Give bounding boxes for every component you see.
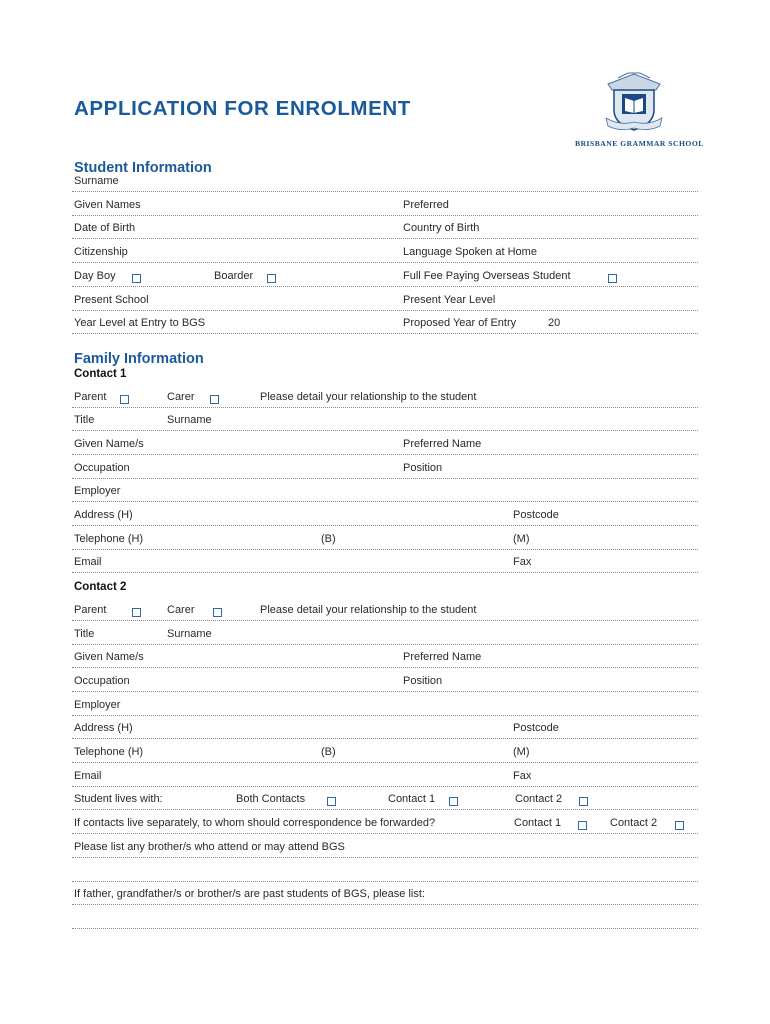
contact-1-title-row[interactable]: [72, 410, 698, 431]
fax-label: Fax: [513, 770, 532, 782]
past-students-label: If father, grandfather/s or brother/s are past students of BGS, please list:: [74, 888, 425, 900]
contact-2-carer-checkbox[interactable]: [213, 608, 222, 617]
relationship-label: Please detail your relationship to the student: [260, 391, 477, 403]
contact-1-relationship-row[interactable]: [72, 387, 698, 408]
correspondence-row: [72, 813, 698, 834]
carer-label: Carer: [167, 604, 195, 616]
past-students-row[interactable]: [72, 884, 698, 905]
contact-2-address-row[interactable]: [72, 718, 698, 739]
year-entry-row[interactable]: [72, 313, 698, 334]
relationship-label: Please detail your relationship to the student: [260, 604, 477, 616]
both-contacts-label: Both Contacts: [236, 793, 306, 805]
postcode-label: Postcode: [513, 509, 559, 521]
carer-label: Carer: [167, 391, 195, 403]
brothers-extra-line[interactable]: [72, 861, 698, 882]
employer-label: Employer: [74, 699, 121, 711]
contact-1-name-row[interactable]: [72, 434, 698, 455]
correspondence-label: If contacts live separately, to whom should correspondence be forwarded?: [74, 817, 436, 829]
address-label: Address (H): [74, 722, 133, 734]
contact-1-email-row[interactable]: [72, 552, 698, 573]
contact-2-title-row[interactable]: [72, 624, 698, 645]
lives-with-row: [72, 789, 698, 810]
brothers-row[interactable]: [72, 837, 698, 858]
preferred-name-label: Preferred Name: [403, 651, 482, 663]
school-crest-icon: [604, 70, 664, 134]
given-names-row[interactable]: [72, 195, 698, 216]
address-label: Address (H): [74, 509, 133, 521]
title-label: Title: [74, 628, 95, 640]
given-names-label: Given Name/s: [74, 438, 144, 450]
title-label: Title: [74, 414, 95, 426]
day-boy-checkbox[interactable]: [132, 274, 141, 283]
correspondence-contact-2-checkbox[interactable]: [675, 821, 684, 830]
preferred-label: Preferred: [403, 199, 449, 211]
employer-label: Employer: [74, 485, 121, 497]
contact-1-heading: Contact 1: [74, 368, 127, 380]
correspondence-contact-2-label: Contact 2: [610, 817, 658, 829]
proposed-year-prefix: 20: [548, 317, 561, 329]
contact-1-address-row[interactable]: [72, 505, 698, 526]
brothers-label: Please list any brother/s who attend or may attend BGS: [74, 841, 345, 853]
country-of-birth-label: Country of Birth: [403, 222, 480, 234]
past-students-extra-line[interactable]: [72, 908, 698, 929]
lives-with-contact-1-label: Contact 1: [388, 793, 436, 805]
boarding-row: [72, 266, 698, 287]
preferred-name-label: Preferred Name: [403, 438, 482, 450]
given-names-label: Given Names: [74, 199, 141, 211]
postcode-label: Postcode: [513, 722, 559, 734]
telephone-h-label: Telephone (H): [74, 746, 144, 758]
position-label: Position: [403, 462, 443, 474]
contact-1-parent-checkbox[interactable]: [120, 395, 129, 404]
parent-label: Parent: [74, 391, 107, 403]
student-info-heading: Student Information: [74, 160, 212, 176]
fax-label: Fax: [513, 556, 532, 568]
occupation-label: Occupation: [74, 675, 130, 687]
proposed-year-label: Proposed Year of Entry: [403, 317, 517, 329]
full-fee-checkbox[interactable]: [608, 274, 617, 283]
surname-label: Surname: [167, 628, 212, 640]
present-school-label: Present School: [74, 294, 149, 306]
present-school-row[interactable]: [72, 290, 698, 311]
contact-2-telephone-row[interactable]: [72, 742, 698, 763]
lives-with-contact-1-checkbox[interactable]: [449, 797, 458, 806]
dob-row[interactable]: [72, 218, 698, 239]
contact-1-employer-row[interactable]: [72, 481, 698, 502]
correspondence-contact-1-label: Contact 1: [514, 817, 562, 829]
telephone-b-label: (B): [321, 746, 336, 758]
contact-1-telephone-row[interactable]: [72, 529, 698, 550]
contact-2-occupation-row[interactable]: [72, 671, 698, 692]
telephone-b-label: (B): [321, 533, 336, 545]
boarder-label: Boarder: [214, 270, 254, 282]
family-info-heading: Family Information: [74, 351, 204, 367]
citizenship-label: Citizenship: [74, 246, 128, 258]
year-entry-label: Year Level at Entry to BGS: [74, 317, 206, 329]
telephone-m-label: (M): [513, 746, 530, 758]
position-label: Position: [403, 675, 443, 687]
telephone-m-label: (M): [513, 533, 530, 545]
contact-2-heading: Contact 2: [74, 581, 127, 593]
full-fee-label: Full Fee Paying Overseas Student: [403, 270, 571, 282]
school-name: BRISBANE GRAMMAR SCHOOL: [575, 139, 704, 148]
lives-with-label: Student lives with:: [74, 793, 163, 805]
contact-2-employer-row[interactable]: [72, 695, 698, 716]
lives-with-contact-2-label: Contact 2: [515, 793, 563, 805]
email-label: Email: [74, 556, 102, 568]
parent-label: Parent: [74, 604, 107, 616]
page-title: APPLICATION FOR ENROLMENT: [74, 97, 411, 120]
lives-with-both-checkbox[interactable]: [327, 797, 336, 806]
email-label: Email: [74, 770, 102, 782]
day-boy-label: Day Boy: [74, 270, 116, 282]
surname-label: Surname: [167, 414, 212, 426]
contact-1-occupation-row[interactable]: [72, 458, 698, 479]
contact-2-relationship-row[interactable]: [72, 600, 698, 621]
surname-field[interactable]: [72, 171, 698, 192]
language-label: Language Spoken at Home: [403, 246, 537, 258]
contact-2-name-row[interactable]: [72, 647, 698, 668]
contact-2-parent-checkbox[interactable]: [132, 608, 141, 617]
given-names-label: Given Name/s: [74, 651, 144, 663]
contact-2-email-row[interactable]: [72, 766, 698, 787]
surname-label: Surname: [74, 175, 119, 187]
occupation-label: Occupation: [74, 462, 130, 474]
contact-1-carer-checkbox[interactable]: [210, 395, 219, 404]
lives-with-contact-2-checkbox[interactable]: [579, 797, 588, 806]
boarder-checkbox[interactable]: [267, 274, 276, 283]
telephone-h-label: Telephone (H): [74, 533, 144, 545]
correspondence-contact-1-checkbox[interactable]: [578, 821, 587, 830]
dob-label: Date of Birth: [74, 222, 136, 234]
citizenship-row[interactable]: [72, 242, 698, 263]
present-year-label: Present Year Level: [403, 294, 496, 306]
